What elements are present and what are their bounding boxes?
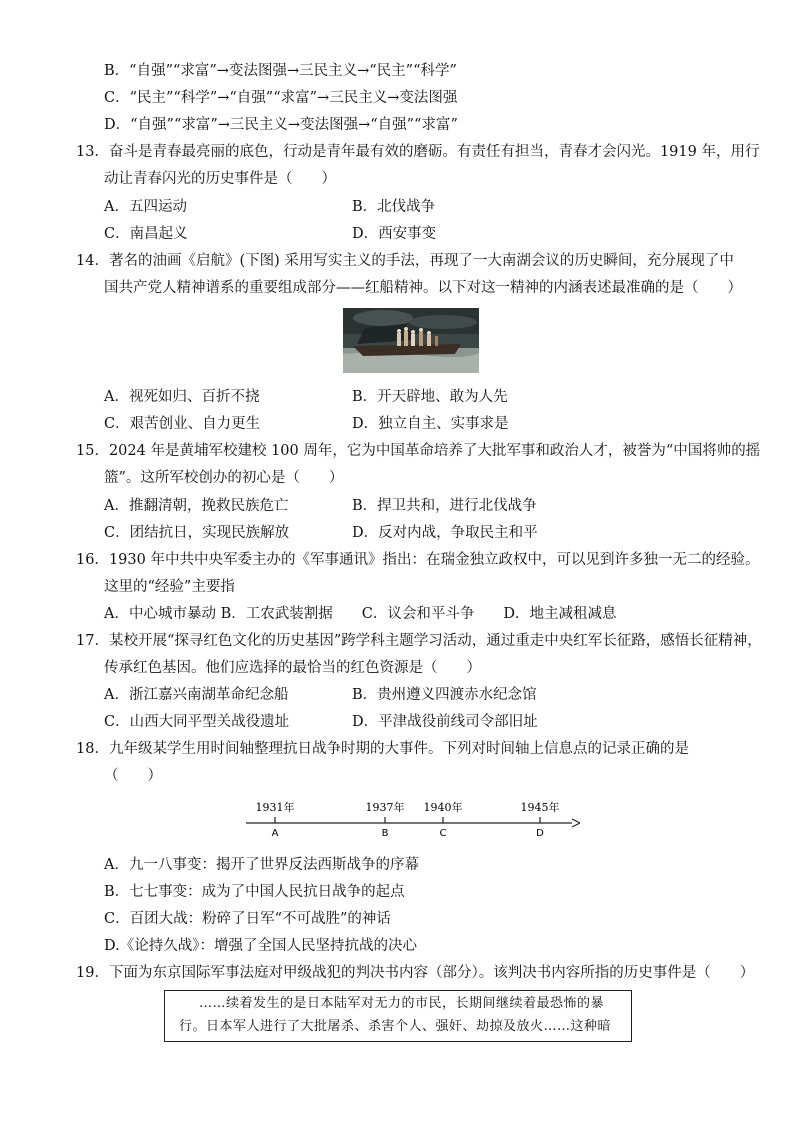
timeline-year-1: 1931年: [255, 801, 295, 814]
q13-option-b: B．北伐战争: [352, 199, 436, 215]
q13-option-a: A．五四运动: [104, 199, 187, 215]
timeline-year-4: 1945年: [520, 801, 560, 814]
q14-option-a: A．视死如归、百折不挠: [104, 389, 260, 405]
timeline-year-3: 1940年: [423, 801, 463, 814]
q16-stem-line2: 这里的“经验”主要指: [104, 579, 235, 595]
q17-stem-line1: 17．某校开展“探寻红色文化的历史基因”跨学科主题学习活动，通过重走中央红军长征路，感悟长征精神，: [76, 633, 762, 649]
q16-options: A．中心城市暴动 B．工农武装割据 C．议会和平斗争 D．地主减租减息: [104, 606, 617, 622]
timeline-year-2: 1937年: [365, 801, 405, 814]
q17-stem-line2: 传承红色基因。他们应选择的最恰当的红色资源是（ ）: [104, 660, 481, 676]
q17-option-a: A．浙江嘉兴南湖革命纪念船: [104, 687, 289, 703]
q15-option-a: A．推翻清朝，挽救民族危亡: [104, 498, 289, 514]
q14-stem-line1: 14．著名的油画《启航》(下图) 采用写实主义的手法，再现了一大南湖会议的历史瞬间，充分展现了中: [76, 253, 734, 269]
q18-stem-line1: 18．九年级某学生用时间轴整理抗日战争时期的大事件。下列对时间轴上信息点的记录正确的是: [76, 741, 689, 757]
q18-option-c: C．百团大战：粉碎了日军“不可战胜”的神话: [104, 911, 391, 927]
q19-stem-line1: 19．下面为东京国际军事法庭对甲级战犯的判决书内容（部分）。该判决书内容所指的历史事件是（ ）: [76, 965, 755, 981]
q14-option-c: C．艰苦创业、自力更生: [104, 416, 261, 432]
timeline-point-b: B: [381, 828, 389, 839]
q14-stem-line2: 国共产党人精神谱系的重要组成部分——红船精神。以下对这一精神的内涵表述最准确的是（ ）: [104, 280, 742, 296]
timeline-svg: [240, 796, 580, 844]
q17-option-d: D．平津战役前线司令部旧址: [352, 714, 538, 730]
q18-option-d: D.《论持久战》：增强了全国人民坚持抗战的决心: [104, 938, 417, 954]
q15-option-d: D．反对内战，争取民主和平: [352, 525, 538, 541]
q15-stem-line1: 15．2024 年是黄埔军校建校 100 周年，它为中国革命培养了大批军事和政治人才，被誉为“中国将帅的摇: [76, 443, 761, 459]
timeline-point-d: D: [536, 828, 544, 839]
timeline-point-a: A: [271, 828, 279, 839]
q12-option-c: C．“民主”“科学”→“自强”“求富”→三民主义→变法图强: [104, 90, 458, 106]
q12-option-d: D．“自强”“求富”→三民主义→变法图强→“自强”“求富”: [104, 117, 458, 133]
q14-option-b: B．开天辟地、敢为人先: [352, 389, 508, 405]
oil-painting-image: [343, 308, 479, 373]
q13-option-c: C．南昌起义: [104, 226, 188, 242]
q18-option-b: B．七七事变：成为了中国人民抗日战争的起点: [104, 884, 405, 900]
quote-line-1: ……续着发生的是日本陆军对无力的市民，长期间继续着最恐怖的暴: [199, 996, 605, 1011]
painting-illustration: [343, 308, 479, 373]
judgment-quote-box: [164, 990, 632, 1042]
q17-option-b: B．贵州遵义四渡赤水纪念馆: [352, 687, 537, 703]
q15-stem-line2: 篮”。这所军校创办的初心是（ ）: [104, 470, 344, 486]
q18-stem-line2: （ ）: [104, 768, 162, 784]
q18-option-a: A．九一八事变：揭开了世界反法西斯战争的序幕: [104, 857, 419, 873]
q17-option-c: C．山西大同平型关战役遗址: [104, 714, 290, 730]
timeline-point-c: C: [439, 828, 447, 839]
q14-option-d: D．独立自主、实事求是: [352, 416, 509, 432]
q15-option-c: C．团结抗日，实现民族解放: [104, 525, 290, 541]
timeline-arrow-icon: [572, 819, 580, 827]
timeline-diagram: [240, 796, 580, 844]
quote-line-2: 行。日本军人进行了大批屠杀、杀害个人、强奸、劫掠及放火……这种暗: [179, 1019, 612, 1034]
q16-stem-line1: 16．1930 年中共中央军委主办的《军事通讯》指出：在瑞金独立政权中，可以见到许多独一无二的经验。: [76, 552, 760, 568]
q15-option-b: B．捍卫共和，进行北伐战争: [352, 498, 537, 514]
q12-option-b: B．“自强”“求富”→变法图强→三民主义→“民主”“科学”: [104, 63, 457, 79]
q13-stem-line2: 动让青春闪光的历史事件是（ ）: [104, 171, 336, 187]
q13-option-d: D．西安事变: [352, 226, 437, 242]
q13-stem-line1: 13．奋斗是青春最亮丽的底色，行动是青年最有效的磨砺。有责任有担当，青春才会闪光。1919 年，用行: [76, 144, 760, 160]
